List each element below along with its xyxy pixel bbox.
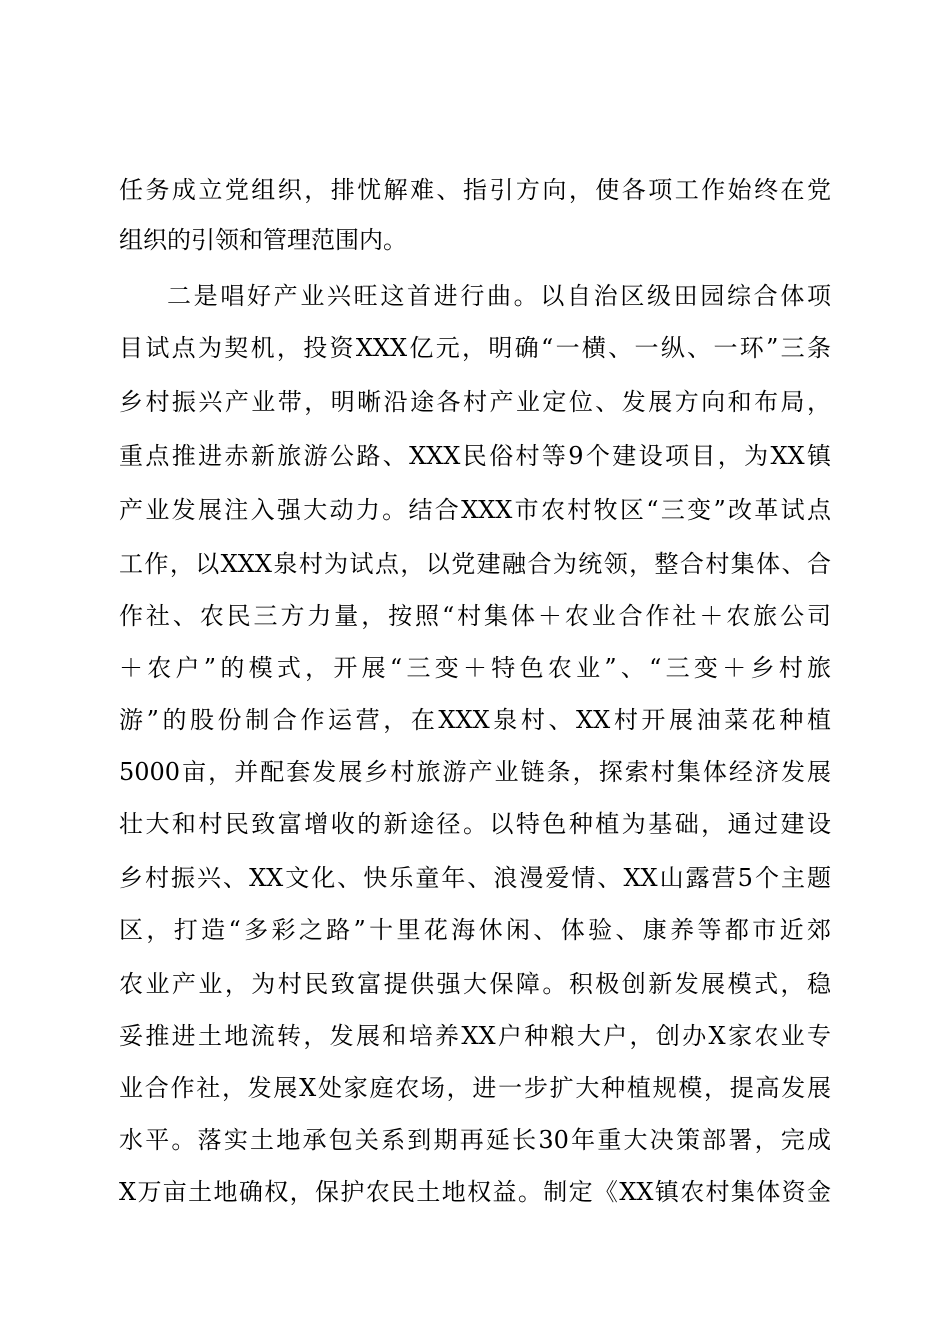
paragraph-line: 任务成立党组织，排忧解难、指引方向，使各项工作始终在党 <box>119 176 831 204</box>
paragraph-line: 妥推进土地流转，发展和培养XX户种粮大户，创办X家农业专 <box>119 1022 831 1050</box>
paragraph-line: 乡村振兴产业带，明晰沿途各村产业定位、发展方向和布局， <box>119 388 831 416</box>
paragraph-line: 游”的股份制合作运营，在XXX泉村、XX村开展油菜花种植 <box>119 706 831 734</box>
paragraph-line: X万亩土地确权，保护农民土地权益。制定《XX镇农村集体资金 <box>119 1178 831 1206</box>
paragraph-line: 区，打造“多彩之路”十里花海休闲、体验、康养等都市近郊 <box>119 916 831 944</box>
paragraph-line: 重点推进赤新旅游公路、XXX民俗村等9个建设项目，为XX镇 <box>119 442 831 470</box>
paragraph-line: 产业发展注入强大动力。结合XXX市农村牧区“三变”改革试点 <box>119 496 831 524</box>
paragraph-line: 目试点为契机，投资XXX亿元，明确“一横、一纵、一环”三条 <box>119 334 831 362</box>
paragraph-line: 作社、农民三方力量，按照“村集体＋农业合作社＋农旅公司 <box>119 602 831 630</box>
paragraph-line: 水平。落实土地承包关系到期再延长30年重大决策部署，完成 <box>119 1126 831 1154</box>
paragraph-line: 壮大和村民致富增收的新途径。以特色种植为基础，通过建设 <box>119 810 831 838</box>
paragraph-line: 农业产业，为村民致富提供强大保障。积极创新发展模式，稳 <box>119 970 831 998</box>
paragraph-line: ＋农户”的模式，开展“三变＋特色农业”、“三变＋乡村旅 <box>119 654 831 682</box>
paragraph-line: 工作，以XXX泉村为试点，以党建融合为统领，整合村集体、合 <box>119 550 831 578</box>
paragraph-line: 二是唱好产业兴旺这首进行曲。以自治区级田园综合体项 <box>167 282 831 310</box>
paragraph-line: 5000亩，并配套发展乡村旅游产业链条，探索村集体经济发展 <box>119 758 831 786</box>
paragraph-line: 业合作社，发展X处家庭农场，进一步扩大种植规模，提高发展 <box>119 1074 831 1102</box>
paragraph-line: 组织的引领和管理范围内。 <box>119 226 407 254</box>
paragraph-line: 乡村振兴、XX文化、快乐童年、浪漫爱情、XX山露营5个主题 <box>119 864 831 892</box>
